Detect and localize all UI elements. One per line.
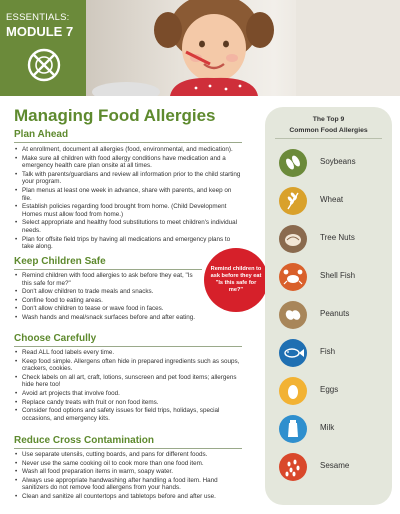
allergen-label: Peanuts [320,309,350,318]
allergen-label: Fish [320,347,336,356]
crab-icon [279,263,307,291]
allergen-label: Wheat [320,195,344,204]
list-item: • Select appropriate and healthy food substitutions to meet children's individual needs. [14,219,242,234]
fish-icon [279,339,307,367]
child-eating-photo [86,0,400,96]
milk-icon [279,415,307,443]
allergen-milk [279,415,389,443]
list-item: • Don't allow children to trade meals and snacks. [14,288,204,296]
choose-carefully-list [14,349,242,423]
top-allergens-sidebar [265,107,392,505]
list-item: • Read ALL food labels every time. [14,349,242,357]
sidebar-subheading: Common Food Allergies [289,127,368,134]
section-heading-reduce-cross-contamination: Reduce Cross Contamination [14,435,155,446]
safety-callout-badge: Remind children to ask before they eat "Is this safe for me?" [204,248,268,312]
allergen-label: Sesame [320,461,350,470]
section-divider [14,269,202,270]
sesame-icon [279,453,307,481]
list-item: • Never use the same cooking oil to cook more than one food item. [14,460,242,468]
keep-children-safe-list [14,272,204,323]
module-badge [0,0,86,96]
section-divider [14,346,242,347]
list-item: • Keep food simple. Allergens often hide in prepared ingredients such as soups, crackers, cookies. [14,358,242,373]
allergen-tree-nuts [279,225,389,253]
list-item: • Consider food options and safety issues for field trips, holidays, special occasions, and emergency kits. [14,407,242,422]
plan-ahead-list [14,146,242,252]
allergen-label: Milk [320,423,335,432]
list-item: • Don't allow children to tease or wave food in faces. [14,305,204,313]
list-item: • Clean and sanitize all countertops and tabletops before and after use. [14,493,242,501]
list-item: • Check labels on all art, craft, lotions, sunscreen and pet food items; allergens hide here too! [14,374,242,389]
wheat-icon [279,187,307,215]
page-title: Managing Food Allergies [14,106,216,125]
list-item: • Make sure all children with food allergy conditions have medication and a emergency health care plan onsite at all times. [14,155,242,170]
list-item: • Confine food to eating areas. [14,297,204,305]
list-item: • Wash hands and meal/snack surfaces before and after eating. [14,314,204,322]
header-banner [0,0,400,96]
peanut-icon [279,301,307,329]
list-item: • Talk with parents/guardians and review all information prior to the child starting your program. [14,171,242,186]
list-item: • At enrollment, document all allergies (food, environmental, and medication). [14,146,242,154]
allergen-soybeans [279,149,389,177]
section-heading-keep-children-safe: Keep Children Safe [14,256,106,267]
list-item: • Establish policies regarding food brought from home. (Child Development Homes must allow food from home.) [14,203,242,218]
list-item: • Remind children with food allergies to ask before they eat, "Is this safe for me?" [14,272,204,287]
list-item: • Plan for offsite field trips by having all medications and emergency plans to take along. [14,236,242,251]
list-item: • Avoid art projects that involve food. [14,390,242,398]
section-heading-choose-carefully: Choose Carefully [14,333,97,344]
allergen-wheat [279,187,389,215]
soybean-icon [279,149,307,177]
reduce-cross-contamination-list [14,451,242,502]
module-number: MODULE 7 [6,24,74,39]
allergen-shell-fish [279,263,389,291]
tree-nut-icon [279,225,307,253]
list-item: • Plan menus at least one week in advance, share with parents, and keep on file. [14,187,242,202]
sidebar-heading: The Top 9 [312,116,345,123]
section-heading-plan-ahead: Plan Ahead [14,129,69,140]
allergen-label: Eggs [320,385,339,394]
allergen-eggs [279,377,389,405]
list-item: • Replace candy treats with fruit or non food items. [14,399,242,407]
list-item: • Wash all food preparation items in warm, soapy water. [14,468,242,476]
section-divider [14,142,242,143]
no-food-plate-icon [27,48,61,82]
section-divider [14,448,242,449]
sidebar-divider [275,138,382,139]
allergen-label: Soybeans [320,157,356,166]
egg-icon [279,377,307,405]
list-item: • Use separate utensils, cutting boards, and pans for different foods. [14,451,242,459]
allergen-sesame [279,453,389,481]
allergen-label: Tree Nuts [320,233,355,242]
list-item: • Always use appropriate handwashing after handling a food item. Hand sanitizers do not remove food allergens from your hands. [14,477,242,492]
allergen-fish [279,339,389,367]
allergen-label: Shell Fish [320,271,356,280]
module-label: ESSENTIALS: [6,12,70,23]
allergen-peanuts [279,301,389,329]
